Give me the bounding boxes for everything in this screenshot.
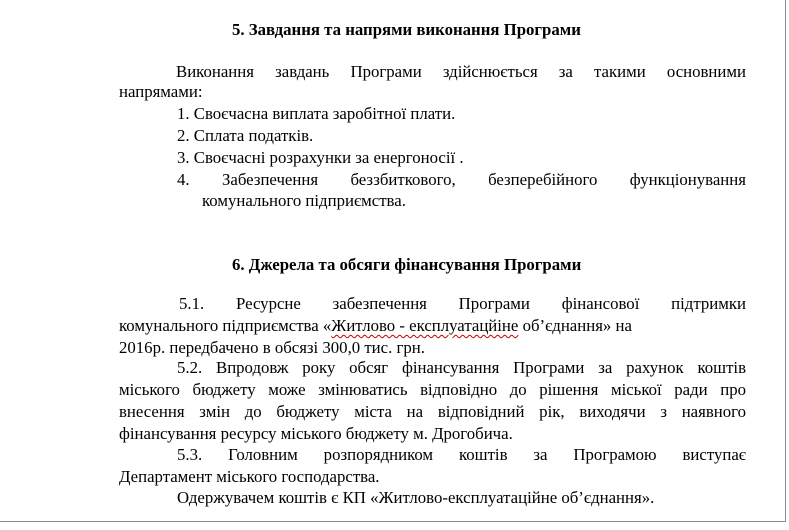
spellcheck-underlined-text: Житлово - експлуатацйіне [331,316,519,335]
list-item-4-continuation: комунального підприємства. [202,191,406,210]
para-5-1-line-2 [119,316,746,336]
list-item-3: 3. Своєчасні розрахунки за енергоносії . [177,148,464,167]
section-5-intro-line-2: напрямами: [119,82,203,101]
list-item-4: 4. Забезпечення беззбиткового, безперебійного функціонування [177,170,746,189]
para-5-1-line-3: 2016р. передбачено в обсязі 300,0 тис. грн. [119,338,425,357]
para-5-3-line-1: 5.3. Головним розпорядником коштів за Програмою виступає [177,445,746,464]
para-5-1-line-1: 5.1. Ресурсне забезпечення Програми фінансової підтримки [179,294,746,313]
para-5-1-line-2-start: комунального підприємства «Житлово - експлуатацйіне об’єднання» на [119,316,632,335]
para-5-2-line-2: міського бюджету може змінюватись відповідно до рішення міської ради про [119,380,746,399]
section-5-intro-line-1: Виконання завдань Програми здійснюється за такими основними [176,62,746,81]
section-5-heading: 5. Завдання та напрями виконання Програми [232,20,581,39]
para-5-2-line-1: 5.2. Впродовж року обсяг фінансування Програми за рахунок коштів [177,358,746,377]
list-item-2: 2. Сплата податків. [177,126,314,145]
section-6-heading: 6. Джерела та обсяги фінансування Програми [232,255,582,274]
para-5-2-line-3: внесення змін до бюджету міста на відповідний рік, виходячи з наявного [119,402,746,421]
para-recipient: Одержувачем коштів є КП «Житлово-експлуатаційне об’єднання». [177,488,655,507]
para-5-2-line-4: фінансування ресурсу міського бюджету м. Дрогобича. [119,424,513,443]
para-5-3-line-2: Департамент міського господарства. [119,467,380,486]
list-item-1: 1. Своєчасна виплата заробітної плати. [177,104,456,123]
